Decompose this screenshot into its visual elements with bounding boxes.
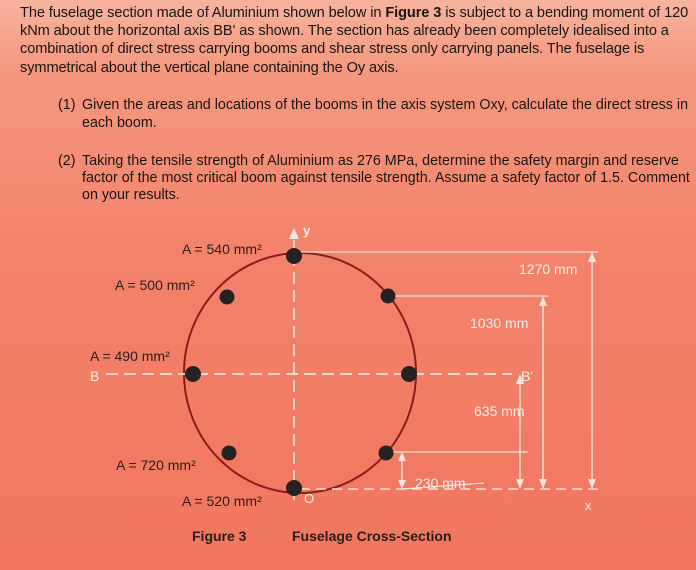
figure-reference: Figure 3 [385, 5, 442, 21]
question-2-text: Taking the tensile strength of Aluminium as 276 MPa, determine the safety margin and reserve factor of the most critical boom against tensile strength. Assume a safety factor of 1.5. Comment on your results. [82, 153, 690, 203]
y-axis-arrow [289, 228, 299, 239]
boom-lower-left [222, 446, 237, 461]
dim-1030-label: 1030 mm [470, 315, 529, 331]
figure-caption-number: Figure 3 [192, 528, 247, 544]
dim-1270-arrow-top [588, 252, 596, 262]
boom-lower-right [379, 446, 394, 461]
boom-label-middle: A = 490 mm² [90, 348, 170, 364]
b-label-right: B' [521, 368, 534, 384]
y-axis-label: y [303, 223, 311, 238]
dim-1030-arrow-bottom [539, 479, 547, 489]
dim-635-label: 635 mm [474, 403, 525, 419]
dim-230-label: 230 mm [415, 475, 466, 491]
origin-label: O [304, 491, 315, 506]
boom-label-bottom: A = 520 mm² [182, 493, 262, 509]
boom-middle-left [185, 366, 201, 382]
boom-middle-right [401, 366, 417, 382]
question-2-number: (2) [58, 153, 76, 169]
figure-caption-title: Fuselage Cross-Section [292, 528, 452, 544]
dim-1030-arrow-top [539, 296, 547, 306]
boom-bottom [286, 480, 302, 496]
x-axis-label: x [585, 498, 592, 513]
b-label-left: B [90, 368, 100, 384]
dim-1270-arrow-bottom [588, 479, 596, 489]
intro-part2: is subject to a bending moment of 120 kNm about the horizontal axis BB' as shown. The section has already been completely idealised into a combination of direct stress carrying booms and shear stress only carrying panels. The fuselage is symmetrical about the vertical plane containing the Oy axis. [20, 5, 689, 76]
boom-label-upper: A = 500 mm² [115, 277, 195, 293]
boom-upper-right [381, 289, 396, 304]
boom-label-lower: A = 720 mm² [116, 457, 196, 473]
question-1-text: Given the areas and locations of the booms in the axis system Oxy, calculate the direct stress in each boom. [82, 97, 689, 131]
boom-label-top: A = 540 mm² [182, 241, 262, 257]
intro-part1: The fuselage section made of Aluminium shown below in [20, 5, 386, 21]
dim-230-arrow-top [398, 452, 406, 461]
dim-1270-label: 1270 mm [519, 261, 578, 277]
question-1-number: (1) [58, 97, 76, 113]
boom-upper-left [220, 290, 235, 305]
dim-230-arrow-bottom [398, 480, 406, 489]
boom-top [286, 248, 302, 264]
dim-635-arrow-bottom [516, 479, 524, 489]
